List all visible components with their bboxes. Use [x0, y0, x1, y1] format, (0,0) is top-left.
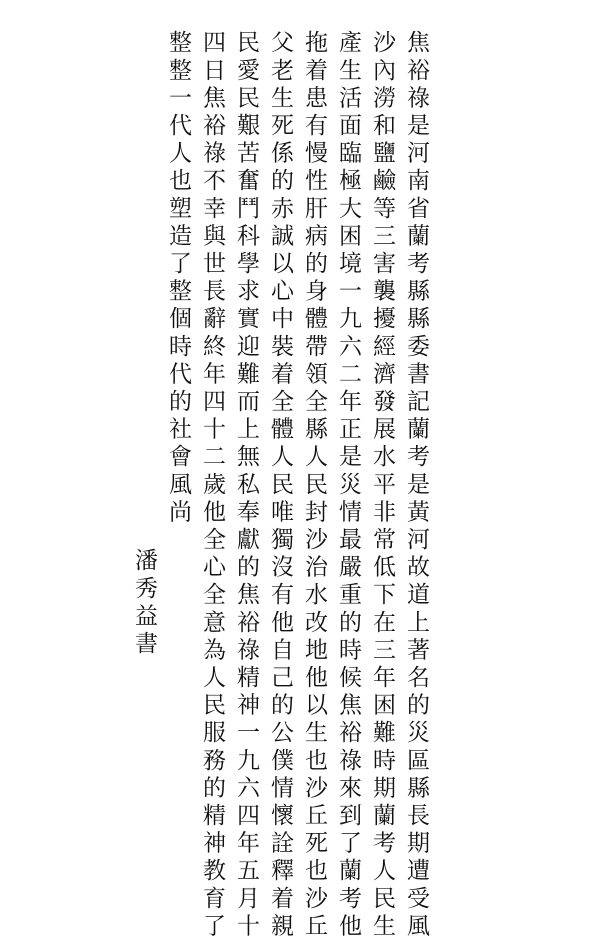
text-column-6: 民愛民艱苦奮鬥科學求實迎難而上無私奉獻的焦裕祿精神一九六四年五月十	[233, 30, 259, 941]
text-column-2: 沙內澇和鹽鹼等三害襲擾經濟發展水平非常低下在三年困難時期蘭考人民生	[369, 30, 395, 941]
signature: 潘秀益書	[131, 548, 157, 659]
text-column-5: 父老生死係的赤誠以心中裝着全體人民唯獨沒有他自己的公僕情懷詮釋着親	[267, 30, 293, 941]
text-column-4: 拖着患有慢性肝病的身體帶領全縣人民封沙治水改地他以生也沙丘死也沙丘	[301, 30, 327, 941]
text-column-1: 焦裕祿是河南省蘭考縣縣委書記蘭考是黃河故道上著名的災區縣長期遭受風	[403, 30, 429, 941]
text-column-3: 產生活面臨極大困境一九六二年正是災情最嚴重的時候焦裕祿來到了蘭考他	[335, 30, 361, 941]
text-column-8: 整整一代人也塑造了整個時代的社會風尚	[165, 30, 191, 527]
text-column-7: 四日焦裕祿不幸與世長辭終年四十二歲他全心全意為人民服務的精神教育了	[199, 30, 225, 941]
